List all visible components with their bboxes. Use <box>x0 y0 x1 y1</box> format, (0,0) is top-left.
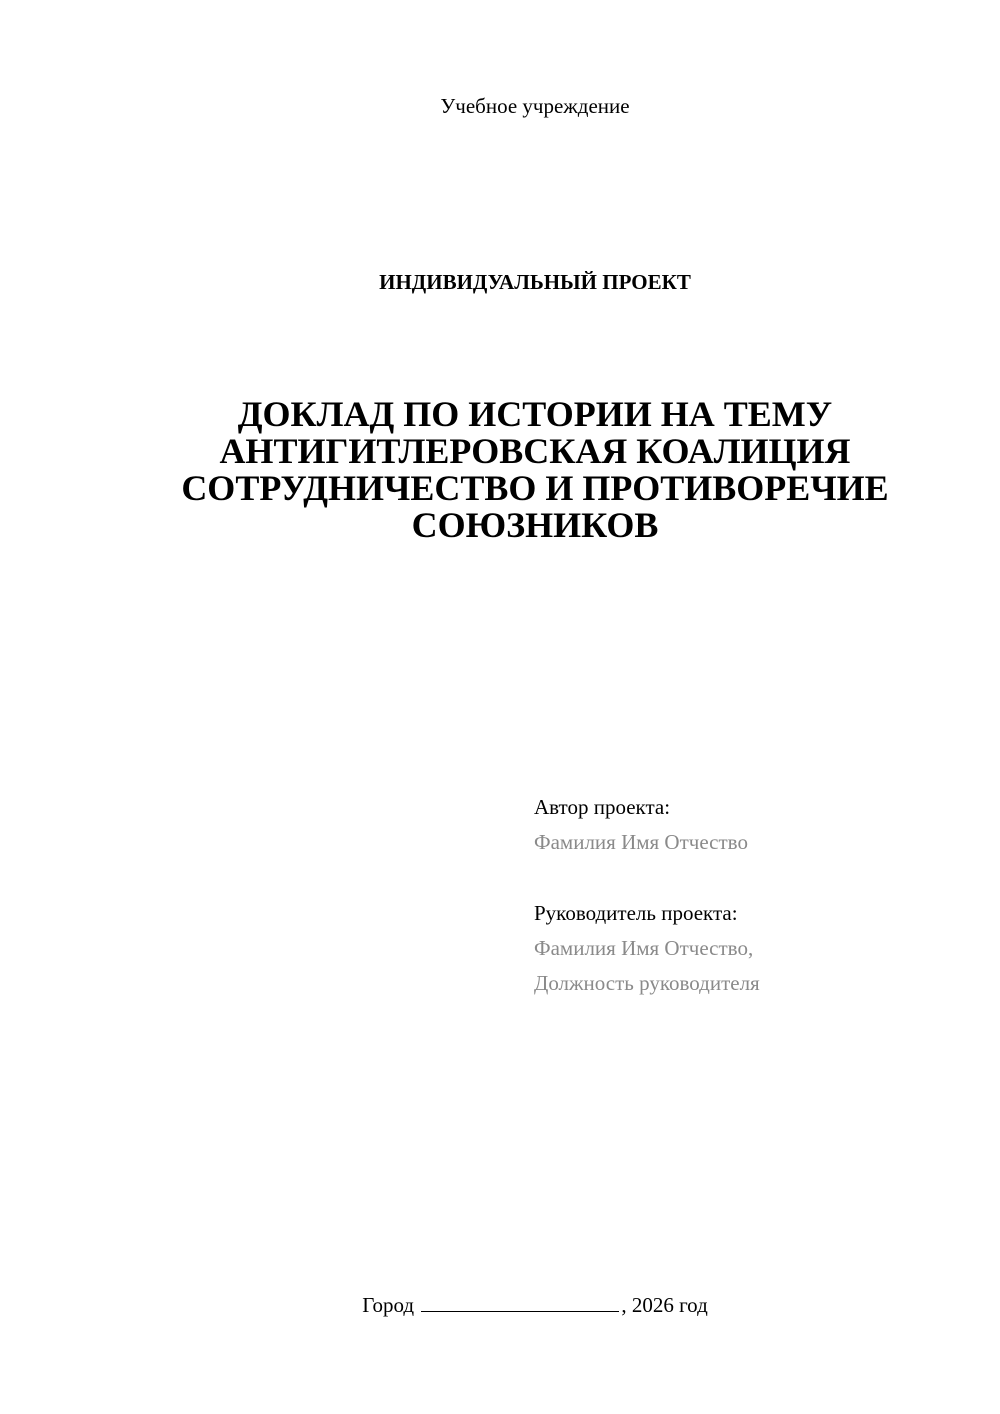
city-label: Город <box>362 1293 415 1317</box>
city-blank-line <box>421 1291 619 1312</box>
author-label: Автор проекта: <box>534 795 671 819</box>
report-title-line-4: СОЮЗНИКОВ <box>411 505 659 545</box>
year-text: , 2026 год <box>621 1293 708 1317</box>
supervisor-label: Руководитель проекта: <box>534 901 738 925</box>
project-info-block <box>534 790 974 1001</box>
supervisor-name: Фамилия Имя Отчество, <box>534 936 754 960</box>
institution-name: Учебное учреждение <box>440 94 630 118</box>
report-title-line-2: АНТИГИТЛЕРОВСКАЯ КОАЛИЦИЯ <box>219 431 851 471</box>
report-title-line-1: ДОКЛАД ПО ИСТОРИИ НА ТЕМУ <box>237 394 833 434</box>
info-spacer <box>534 860 974 896</box>
project-type-heading: ИНДИВИДУАЛЬНЫЙ ПРОЕКТ <box>379 270 691 294</box>
footer-city-year <box>0 1290 1000 1320</box>
report-title <box>0 396 1000 544</box>
author-name: Фамилия Имя Отчество <box>534 830 748 854</box>
supervisor-position: Должность руководителя <box>534 971 760 995</box>
report-title-line-3: СОТРУДНИЧЕСТВО И ПРОТИВОРЕЧИЕ <box>181 468 889 508</box>
